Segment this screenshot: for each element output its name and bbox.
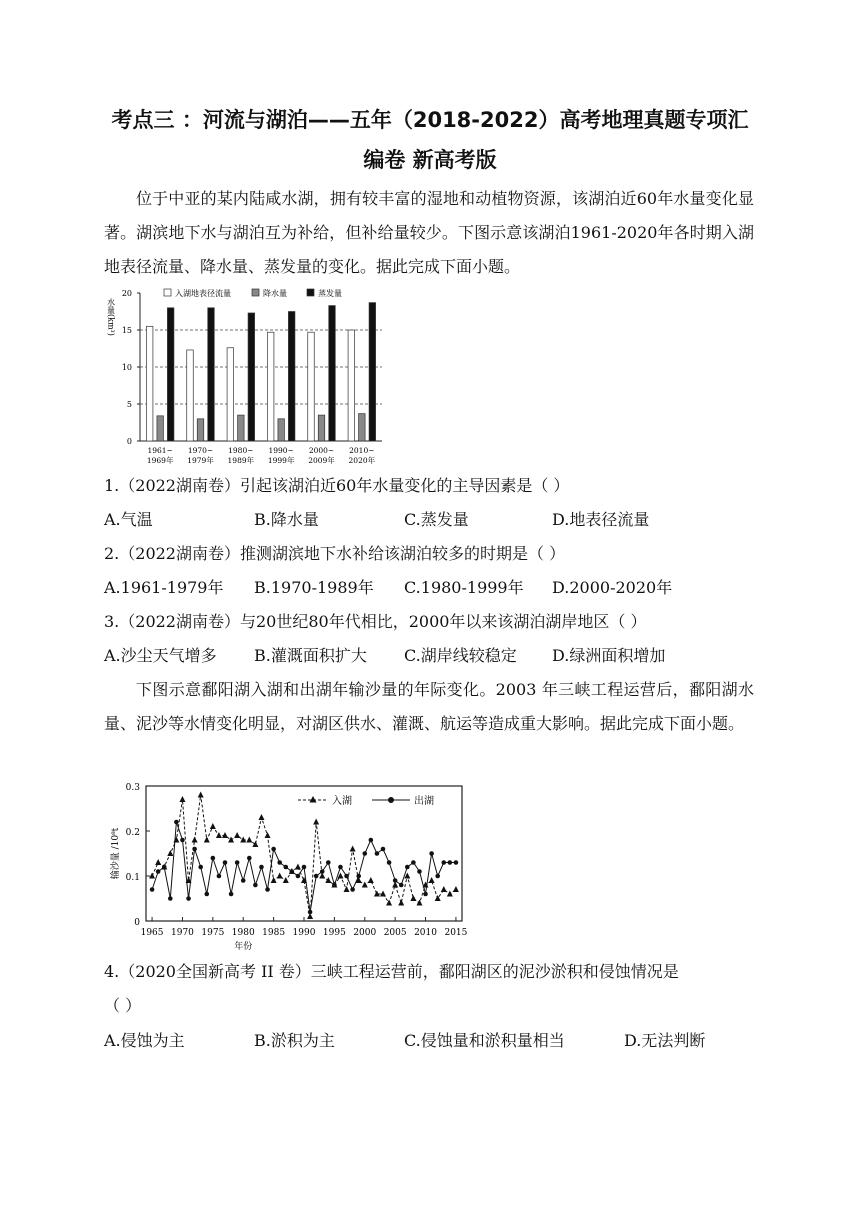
point-2-31	[332, 883, 337, 888]
bar-2-2	[197, 419, 204, 441]
bar-1-1	[146, 326, 153, 441]
intro-paragraph-2: 下图示意鄱阳湖入湖和出湖年输沙量的年际变化。2003 年三峡工程运营后，鄱阳湖水量、泥沙等水情变化明显，对湖区供水、灌溉、航运等造成重大影响。据此完成下面小题。	[104, 680, 754, 733]
bar-3-5	[329, 306, 336, 441]
x-tick-label: 1965	[140, 928, 164, 938]
q2-option-d[interactable]: D.2000-2020年	[552, 578, 673, 597]
point-2-21	[271, 847, 276, 852]
bar-3-2	[208, 308, 215, 441]
point-2-34	[350, 887, 355, 892]
point-2-38	[375, 851, 380, 856]
point-2-4	[168, 896, 173, 901]
x-tick-label-bottom: 1989年	[227, 456, 255, 465]
point-1-36	[362, 882, 368, 888]
point-1-12	[216, 832, 222, 838]
bar-1-3	[227, 348, 234, 441]
question-1-options	[104, 503, 764, 537]
point-2-35	[356, 874, 361, 879]
q2-option-c[interactable]: C.1980-1999年	[404, 578, 524, 597]
bar-3-1	[167, 308, 174, 441]
point-2-36	[362, 851, 367, 856]
point-1-10	[204, 837, 210, 843]
legend-swatch-1	[164, 289, 171, 296]
x-tick-label: 1990	[292, 928, 316, 938]
point-2-5	[174, 820, 179, 825]
series-line-1	[152, 795, 456, 917]
point-2-29	[320, 869, 325, 874]
point-2-41	[393, 878, 398, 883]
point-2-18	[253, 883, 258, 888]
water-volume-bar-chart	[100, 284, 390, 470]
point-2-47	[429, 851, 434, 856]
point-1-19	[258, 814, 264, 820]
point-1-4	[167, 850, 173, 856]
bar-2-5	[318, 415, 325, 441]
point-2-26	[302, 865, 307, 870]
point-2-43	[405, 865, 410, 870]
legend-marker-2	[388, 797, 394, 803]
point-2-50	[448, 860, 453, 865]
point-2-25	[296, 874, 301, 879]
point-2-23	[283, 865, 288, 870]
point-2-2	[156, 869, 161, 874]
x-tick-label-bottom: 1969年	[146, 456, 174, 465]
x-tick-label: 2005	[383, 928, 407, 938]
y-tick-label: 20	[121, 289, 132, 298]
x-tick-label-bottom: 1999年	[267, 456, 295, 465]
x-tick-label: 1980	[231, 928, 255, 938]
point-1-49	[441, 886, 447, 892]
point-1-44	[410, 895, 416, 901]
point-1-51	[453, 886, 459, 892]
x-tick-label-top: 2000~	[308, 446, 335, 455]
point-2-37	[369, 838, 374, 843]
point-2-27	[308, 910, 313, 915]
point-1-11	[210, 823, 216, 829]
q1-option-b[interactable]: B.降水量	[254, 510, 319, 529]
question-3-stem: 3.（2022湖南卷）与20世纪80年代相比，2000年以来该湖泊湖岸地区（ ）	[104, 612, 647, 631]
point-2-44	[411, 860, 416, 865]
x-tick-label: 1975	[201, 928, 225, 938]
question-2-options	[104, 571, 764, 605]
point-1-30	[325, 877, 331, 883]
bar-3-6	[369, 303, 376, 441]
point-1-5	[173, 837, 179, 843]
bar-3-3	[248, 313, 255, 441]
point-2-15	[235, 860, 240, 865]
bar-1-2	[187, 350, 194, 441]
q3-option-b[interactable]: B.灌溉面积扩大	[254, 646, 367, 665]
legend-label-1: 入湖地表径流量	[175, 289, 231, 298]
bar-1-5	[308, 332, 315, 441]
bar-2-3	[238, 415, 245, 441]
point-2-28	[314, 874, 319, 879]
point-1-8	[192, 837, 198, 843]
point-2-12	[217, 874, 222, 879]
point-2-11	[211, 856, 216, 861]
x-tick-label: 1995	[322, 928, 346, 938]
point-2-3	[162, 865, 167, 870]
point-2-30	[326, 860, 331, 865]
x-tick-label-bottom: 2020年	[348, 456, 376, 465]
page-title	[100, 100, 760, 180]
point-2-20	[265, 887, 270, 892]
question-1-stem: 1.（2022湖南卷）引起该湖泊近60年水量变化的主导因素是（ ）	[104, 476, 570, 495]
bar-3-4	[288, 312, 295, 442]
point-1-20	[265, 832, 271, 838]
point-1-6	[179, 796, 185, 802]
x-tick-label-top: 1990~	[268, 446, 294, 455]
q4-option-c[interactable]: C.侵蚀量和淤积量相当	[404, 1031, 565, 1050]
intro-paragraph-1: 位于中亚的某内陆咸水湖，拥有较丰富的湿地和动植物资源，该湖泊近60年水量变化显著。湖滨地下水与湖泊互为补给，但补给量较少。下图示意该湖泊1961-2020年各时期入湖地表径流量、降水量、蒸发量的变化。据此完成下面小题。	[104, 189, 754, 276]
point-2-49	[441, 860, 446, 865]
point-1-15	[234, 832, 240, 838]
point-2-1	[150, 887, 155, 892]
point-2-10	[204, 892, 209, 897]
point-1-42	[398, 900, 404, 906]
bar-1-4	[267, 332, 274, 441]
q2-option-b[interactable]: B.1970-1989年	[254, 578, 374, 597]
y-tick-label: 0	[134, 918, 140, 928]
point-1-9	[198, 792, 204, 798]
q4-option-b[interactable]: B.淤积为主	[254, 1031, 335, 1050]
y-axis-label: 水量(km³)	[106, 298, 116, 336]
point-2-39	[381, 847, 386, 852]
point-1-14	[228, 837, 234, 843]
y-tick-label: 0.3	[125, 783, 140, 793]
point-2-24	[290, 869, 295, 874]
x-tick-label-top: 1980~	[228, 446, 254, 455]
y-tick-label: 10	[121, 363, 132, 372]
question-4-stem: 4.（2020全国新高考 II 卷）三峡工程运营前，鄱阳湖区的泥沙淤积和侵蚀情况是	[104, 962, 679, 981]
q3-option-a[interactable]: A.沙尘天气增多	[104, 646, 217, 665]
point-2-42	[399, 883, 404, 888]
y-tick-label: 0.2	[125, 828, 140, 838]
q3-option-d[interactable]: D.绿洲面积增加	[552, 646, 666, 665]
point-1-22	[277, 873, 283, 879]
q1-option-d[interactable]: D.地表径流量	[552, 510, 650, 529]
q4-option-a[interactable]: A.侵蚀为主	[104, 1031, 185, 1050]
question-4-options	[104, 1024, 764, 1058]
x-tick-label: 2015	[444, 928, 468, 938]
q2-option-a[interactable]: A.1961-1979年	[104, 578, 224, 597]
point-2-48	[435, 874, 440, 879]
bar-2-1	[157, 416, 164, 441]
legend-label-3: 蒸发量	[318, 289, 342, 298]
point-1-17	[246, 837, 252, 843]
point-2-32	[338, 865, 343, 870]
point-2-45	[417, 869, 422, 874]
x-tick-label: 2010	[414, 928, 437, 938]
x-tick-label: 1985	[262, 928, 286, 938]
point-1-37	[368, 877, 374, 883]
point-2-6	[180, 838, 185, 843]
x-tick-label-top: 1961~	[147, 446, 173, 455]
question-4-stem-bracket: （ ）	[104, 996, 142, 1015]
point-2-8	[192, 847, 197, 852]
point-2-40	[387, 860, 392, 865]
page-title-line-2: 编卷 新高考版	[363, 148, 497, 172]
y-tick-label: 15	[121, 326, 132, 335]
legend-label-2: 降水量	[263, 289, 287, 298]
point-1-47	[429, 877, 435, 883]
x-axis-label: 年份	[234, 942, 253, 952]
point-1-34	[350, 846, 356, 852]
question-2-stem: 2.（2022湖南卷）推测湖滨地下水补给该湖泊较多的时期是（ ）	[104, 544, 566, 563]
x-tick-label-bottom: 1979年	[187, 456, 214, 465]
point-2-22	[277, 860, 282, 865]
legend-marker-1	[310, 796, 317, 803]
y-tick-label: 5	[126, 400, 132, 409]
q1-option-a[interactable]: A.气温	[104, 510, 153, 529]
point-1-50	[447, 891, 453, 897]
y-axis-label: 输沙量 /10⁸t	[111, 827, 121, 880]
question-3-options	[104, 639, 764, 673]
sediment-line-chart	[100, 776, 472, 956]
bar-1-6	[348, 330, 355, 441]
point-1-18	[252, 841, 258, 847]
point-2-17	[247, 856, 252, 861]
point-1-33	[344, 886, 350, 892]
point-1-2	[155, 859, 161, 865]
point-2-9	[198, 865, 203, 870]
legend-label-1: 入湖	[332, 796, 352, 807]
x-tick-label: 1970	[171, 928, 194, 938]
point-1-28	[313, 819, 319, 825]
point-2-16	[241, 878, 246, 883]
point-1-21	[271, 877, 277, 883]
legend-label-2: 出湖	[414, 796, 434, 807]
point-2-51	[454, 860, 459, 865]
x-tick-label-top: 1970~	[187, 446, 214, 455]
point-2-46	[423, 892, 428, 897]
q1-option-c[interactable]: C.蒸发量	[404, 510, 469, 529]
point-2-7	[186, 896, 191, 901]
page-title-line-1: 考点三 ：河流与湖泊——五年（2018-2022）高考地理真题专项汇	[111, 108, 749, 132]
x-tick-label-bottom: 2009年	[308, 456, 335, 465]
point-2-14	[229, 892, 234, 897]
point-1-25	[295, 864, 301, 870]
point-2-13	[223, 860, 228, 865]
point-1-23	[283, 877, 289, 883]
point-2-19	[259, 865, 264, 870]
point-1-45	[416, 900, 422, 906]
q4-option-d[interactable]: D.无法判断	[624, 1031, 706, 1050]
bar-2-6	[359, 414, 366, 441]
legend-swatch-3	[307, 289, 314, 296]
point-2-33	[344, 874, 349, 879]
bar-2-4	[278, 419, 285, 441]
x-tick-label: 2000	[353, 928, 377, 938]
y-tick-label: 0.1	[125, 873, 140, 883]
q3-option-c[interactable]: C.湖岸线较稳定	[404, 646, 517, 665]
legend-swatch-2	[252, 289, 259, 296]
x-tick-label-top: 2010~	[349, 446, 375, 455]
y-tick-label: 0	[126, 437, 132, 446]
